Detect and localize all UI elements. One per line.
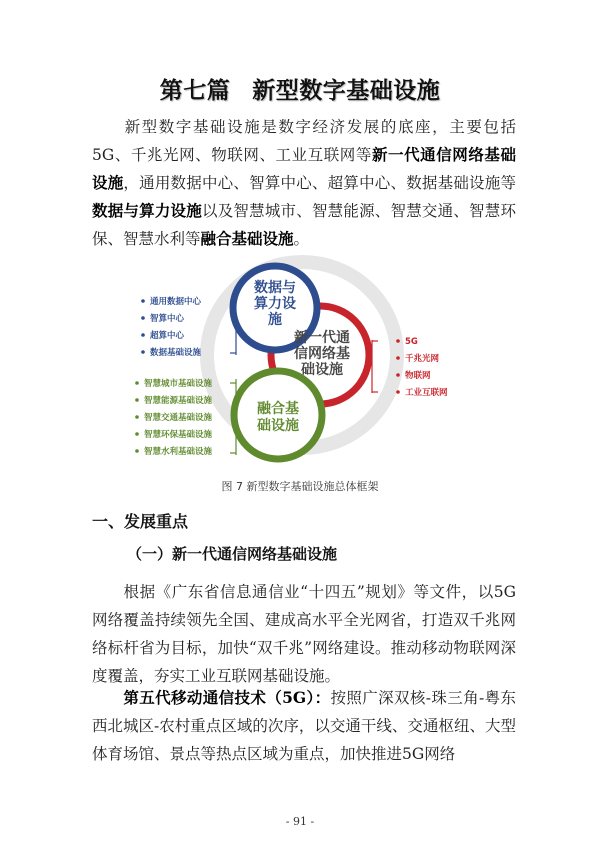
framework-diagram (130, 255, 470, 465)
network-list-item: 物联网 (405, 371, 431, 381)
fusion-list-item: 智慧水利基础设施 (144, 447, 213, 457)
right-bracket-net (372, 340, 378, 393)
data-circle-label: 数据与 (254, 280, 296, 296)
intro-bold-3: 融合基础设施 (200, 229, 294, 248)
subsection-heading: （一）新一代通信网络基础设施 (127, 545, 338, 563)
fusion-list-bullet (135, 415, 139, 419)
data-list-bullet (141, 350, 145, 354)
data-list-item: 通用数据中心 (150, 297, 202, 307)
fusion-list-item: 智慧城市基础设施 (144, 379, 213, 389)
intro-bold-1: 新一代通信网络基础设施 (92, 145, 516, 192)
network-list-bullet (396, 390, 400, 394)
fusion-list-bullet (135, 432, 139, 436)
intro-text-1: 新型数字基础设施是数字经济发展的底座，主要包括5G、千兆光网、物联网、工业互联网等 (92, 118, 516, 164)
intro-text-4: 。 (293, 230, 310, 248)
network-circle-label: 础设施 (301, 362, 343, 378)
network-list-item: 工业互联网 (405, 388, 448, 398)
body-paragraph-2-text: 按照广深双核-珠三角-粤东西北城区-农村重点区域的次序，以交通干线、交通枢纽、大型体育场馆、景点等热点区域为重点，加快推进5G网络 (92, 689, 516, 763)
fusion-list-item: 智慧环保基础设施 (144, 430, 213, 440)
body-paragraph-2 (92, 684, 516, 768)
fusion-list-bullet (135, 381, 139, 385)
data-list-item: 超算中心 (150, 331, 185, 341)
data-list-bullet (141, 299, 145, 303)
intro-text-2: ，通用数据中心、智算中心、超算中心、数据基础设施等 (123, 174, 516, 192)
fusion-list-bullet (135, 398, 139, 402)
title-part: 第七篇 (159, 78, 231, 104)
network-circle-label: 信网络基 (294, 346, 350, 362)
network-list-item: 千兆光网 (405, 354, 440, 364)
fusion-circle-label: 础设施 (257, 418, 299, 434)
data-circle-label: 算力设 (254, 296, 296, 312)
fusion-list-item: 智慧交通基础设施 (144, 413, 213, 423)
network-list-bullet (396, 356, 400, 360)
page-number: - 91 - (285, 815, 315, 828)
intro-text-3: 以及智慧城市、智慧能源、智慧交通、智慧环保、智慧水利等 (92, 202, 516, 248)
intro-bold-2: 数据与算力设施 (92, 201, 202, 220)
framework-diagram-svg (130, 255, 470, 465)
fusion-list-item: 智慧能源基础设施 (144, 396, 213, 406)
title-name: 新型数字基础设施 (252, 78, 441, 104)
network-list-bullet (396, 339, 400, 343)
body-paragraph-1-text: 根据《广东省信息通信业“十四五”规划》等文件，以5G网络覆盖持续领先全国、建成高水平全光网省，打造双千兆网络标杆省为目标，加快“双千兆”网络建设。推动移动物联网深度覆盖，夯实工业互联网基础设施。 (92, 583, 516, 685)
section-heading: 一、发展重点 (92, 512, 189, 531)
body-paragraph-2-bold: 第五代移动通信技术（5G）： (123, 688, 331, 707)
network-list-item: 5G (405, 337, 418, 347)
fusion-circle-label: 融合基 (257, 401, 299, 417)
network-list-bullet (396, 373, 400, 377)
intro-paragraph (92, 113, 516, 253)
network-circle-label: 新一代通 (294, 330, 350, 346)
data-list-bullet (141, 333, 145, 337)
fusion-list-bullet (135, 449, 139, 453)
figure-caption: 图 7 新型数字基础设施总体框架 (221, 480, 379, 493)
page-title (0, 72, 600, 105)
data-list-item: 智算中心 (150, 314, 185, 324)
body-paragraph-1 (92, 578, 516, 690)
data-circle-label: 施 (268, 312, 282, 328)
data-list-item: 数据基础设施 (150, 348, 202, 358)
data-list-bullet (141, 316, 145, 320)
